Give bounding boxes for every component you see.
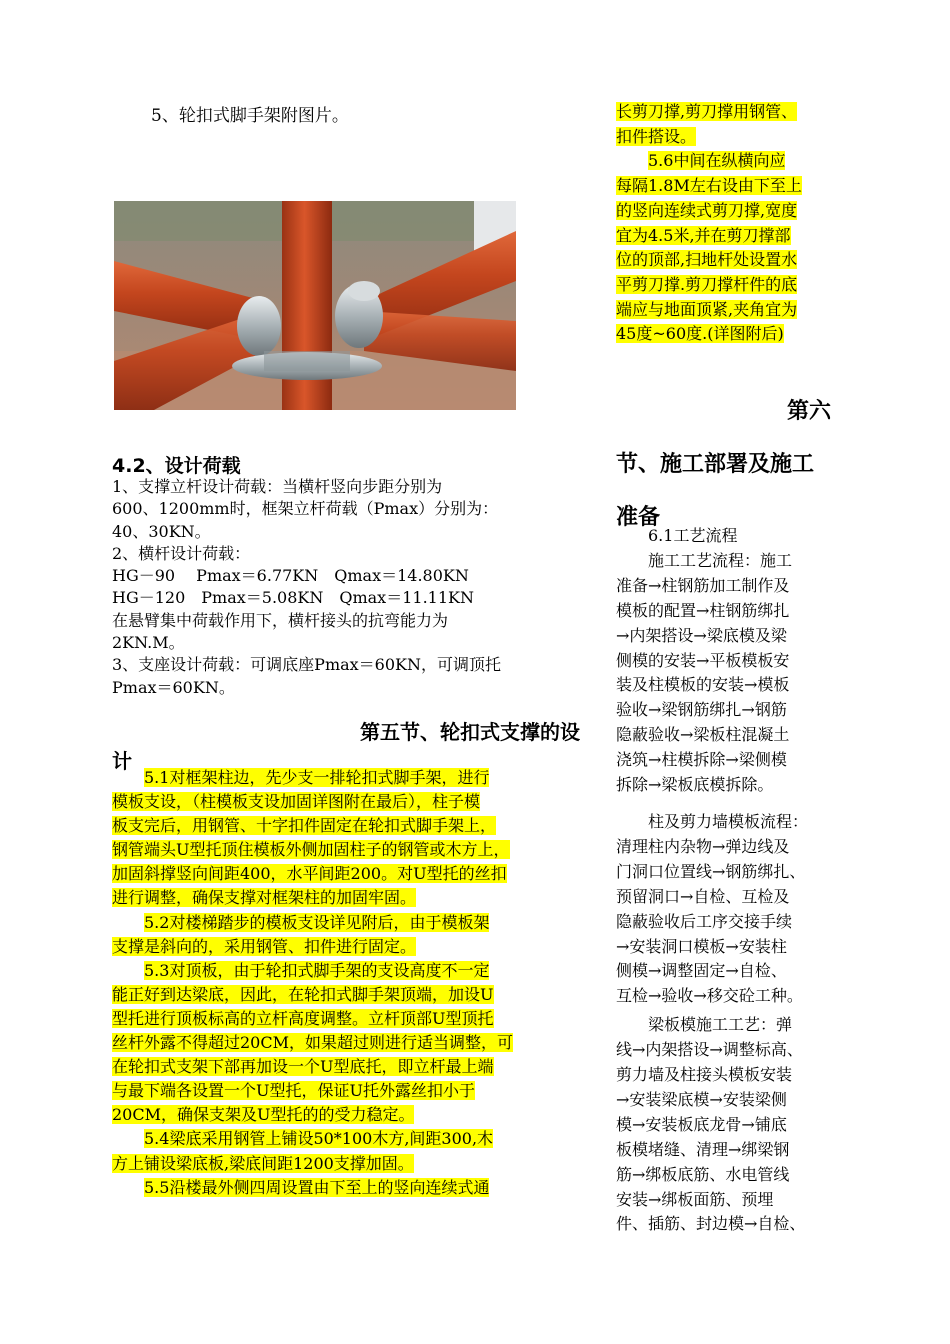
highlight-line: 方上铺设梁底板,梁底间距1200支撑加固。 (112, 1153, 414, 1173)
body-line: 梁板模施工工艺：弹 (648, 1015, 793, 1035)
highlight-line: 5.5沿楼最外侧四周设置由下至上的竖向连续式通 (144, 1177, 490, 1197)
body-line: 预留洞口→自检、互检及 (616, 886, 790, 906)
body-line: Pmax＝60KN。 (112, 677, 235, 697)
body-line: 板模堵缝、清理→绑梁钢 (616, 1139, 790, 1159)
section-4-2-heading: 4.2、设计荷载 (112, 455, 241, 477)
highlight-line: 的竖向连续式剪刀撑,宽度 (616, 200, 798, 220)
body-line: 隐蔽验收→梁板柱混凝土 (616, 725, 790, 745)
body-line: 40、30KN。 (112, 521, 211, 541)
highlight-line: 进行调整，确保支撑对框架柱的加固牢固。 (112, 888, 417, 908)
section-4-2-body (112, 476, 587, 699)
highlight-line: 能正好到达梁底，因此，在轮扣式脚手架顶端，加设U (112, 984, 494, 1004)
body-line: 装及柱模板的安装→模板 (616, 675, 790, 695)
section-5-body (112, 766, 580, 1200)
body-line: 2、横杆设计荷载： (112, 543, 251, 563)
highlight-line: 长剪刀撑,剪刀撑用钢管、 (616, 102, 798, 121)
section-6-heading-line1: 第六 (786, 399, 831, 424)
paragraph-5-2 (112, 911, 580, 959)
highlight-line: 与最下端各设置一个U型托，保证U托外露丝扣小于 (112, 1081, 475, 1101)
body-line: 施工工艺流程：施工 (648, 550, 793, 570)
body-line: 清理柱内杂物→弹边线及 (616, 836, 790, 856)
paragraph-5-1 (112, 766, 580, 911)
highlight-line: 5.3对顶板，由于轮扣式脚手架的支设高度不一定 (144, 960, 490, 980)
body-line: 剪力墙及柱接头模板安装 (616, 1065, 793, 1085)
highlight-line: 扣件搭设。 (616, 126, 697, 146)
highlight-line: 模板支设，（柱模板支设加固详图附在最后），柱子模 (112, 792, 481, 812)
highlight-line: 丝杆外露不得超过20CM，如果超过则进行适当调整，可 (112, 1033, 513, 1053)
body-line: 准备→柱钢筋加工制作及 (616, 575, 790, 595)
highlight-line: 钢管端头U型托顶住模板外侧加固柱子的钢管或木方上， (112, 840, 510, 860)
highlight-line: 位的顶部,扫地杆处设置水 (616, 250, 798, 270)
highlight-line: 板支完后，用钢管、十字扣件固定在轮扣式脚手架上， (112, 816, 497, 836)
highlight-line: 5.1对框架柱边，先少支一排轮扣式脚手架，进行 (144, 768, 490, 787)
highlight-line: 平剪刀撑.剪刀撑杆件的底 (616, 274, 798, 294)
body-line: →安装洞口模板→安装柱 (616, 936, 787, 956)
body-line: 柱及剪力墙模板流程： (648, 811, 809, 831)
section-6-heading-line2: 节、施工部署及施工 (616, 452, 815, 477)
section-6-heading-line3: 准备 (616, 505, 661, 530)
body-line: →安装梁底模→安装梁侧 (616, 1089, 787, 1109)
body-line: 拆除→梁板底模拆除。 (616, 775, 774, 795)
body-line: 侧模→调整固定→自检、 (616, 961, 787, 981)
body-line: 验收→梁钢筋绑扎→钢筋 (616, 700, 787, 720)
body-line: 在悬臂集中荷载作用下，横杆接头的抗弯能力为 (112, 610, 449, 630)
paragraph-5-3 (112, 959, 580, 1128)
paragraph-process (616, 549, 840, 798)
photo-caption: 5、轮扣式脚手架附图片。 (151, 106, 349, 126)
highlight-line: 端应与地面顶紧,夹角宜为 (616, 299, 798, 319)
highlight-line: 型托进行顶板标高的立杆高度调整。立杆顶部U型顶托 (112, 1008, 494, 1028)
highlight-line: 在轮扣式支架下部再加设一个U型底托，即立杆最上端 (112, 1057, 494, 1077)
paragraph-5-6 (616, 149, 840, 347)
paragraph-beam-slab (616, 1013, 840, 1237)
section-5-continued (616, 100, 840, 347)
body-line: 1、支撑立杆设计荷载：当横杆竖向步距分别为 (112, 477, 443, 496)
paragraph-5-5-cont (616, 100, 840, 149)
section-5-heading-line1: 第五节、轮扣式支撑的设 (360, 720, 580, 744)
paragraph-5-5 (112, 1176, 580, 1200)
highlight-line: 20CM，确保支架及U型托的的受力稳定。 (112, 1105, 415, 1125)
section-5-heading-line2: 计 (112, 749, 132, 773)
section-6-body (616, 524, 840, 1237)
paragraph-5-4 (112, 1127, 580, 1175)
highlight-line: 5.6中间在纵横向应 (648, 151, 786, 171)
body-line: 浇筑→柱模拆除→梁侧模 (616, 750, 787, 770)
body-line: 600、1200mm时，框架立杆荷载（Pmax）分别为： (112, 499, 499, 519)
body-line: 筋→绑板底筋、水电管线 (616, 1164, 790, 1184)
highlight-line: 加固斜撑竖向间距400，水平间距200。对U型托的丝扣 (112, 864, 507, 884)
body-line: HG－120 Pmax＝5.08KN Qmax＝11.11KN (112, 588, 474, 608)
scaffold-joint-photo (114, 201, 516, 410)
highlight-line: 5.2对楼梯踏步的模板支设详见附后，由于模板架 (144, 912, 490, 932)
body-line: →内架搭设→梁底模及梁 (616, 625, 787, 645)
body-line: 2KN.M。 (112, 633, 185, 653)
body-line: 侧模的安装→平板模板安 (616, 650, 790, 670)
subsection-6-1-title: 6.1工艺流程 (648, 526, 738, 545)
body-line: 门洞口位置线→钢筋绑扎、 (616, 861, 806, 881)
highlight-line: 5.4梁底采用钢管上铺设50*100木方,间距300,木 (144, 1129, 494, 1149)
body-line: 件、插筋、封边模→自检、 (616, 1214, 806, 1234)
highlight-line: 支撑是斜向的，采用钢管、扣件进行固定。 (112, 936, 417, 956)
body-line: 3、支座设计荷载：可调底座Pmax＝60KN，可调顶托 (112, 655, 501, 675)
highlight-line: 每隔1.8M左右设由下至上 (616, 176, 802, 196)
body-line: 互检→验收→移交砼工种。 (616, 986, 803, 1006)
paragraph-column-wall (616, 810, 840, 1009)
section-6-heading (616, 385, 831, 544)
body-line: 线→内架搭设→调整标高、 (616, 1040, 803, 1060)
body-line: 安装→绑板面筋、预埋 (616, 1189, 774, 1209)
body-line: 模板的配置→柱钢筋绑扎 (616, 600, 790, 620)
body-line: 模→安装板底龙骨→铺底 (616, 1114, 787, 1134)
highlight-line: 45度~60度.(详图附后) (616, 324, 784, 344)
body-line: HG－90 Pmax＝6.77KN Qmax＝14.80KN (112, 566, 469, 586)
body-line: 隐蔽验收后工序交接手续 (616, 911, 793, 931)
highlight-line: 宜为4.5米,并在剪刀撑部 (616, 225, 791, 245)
